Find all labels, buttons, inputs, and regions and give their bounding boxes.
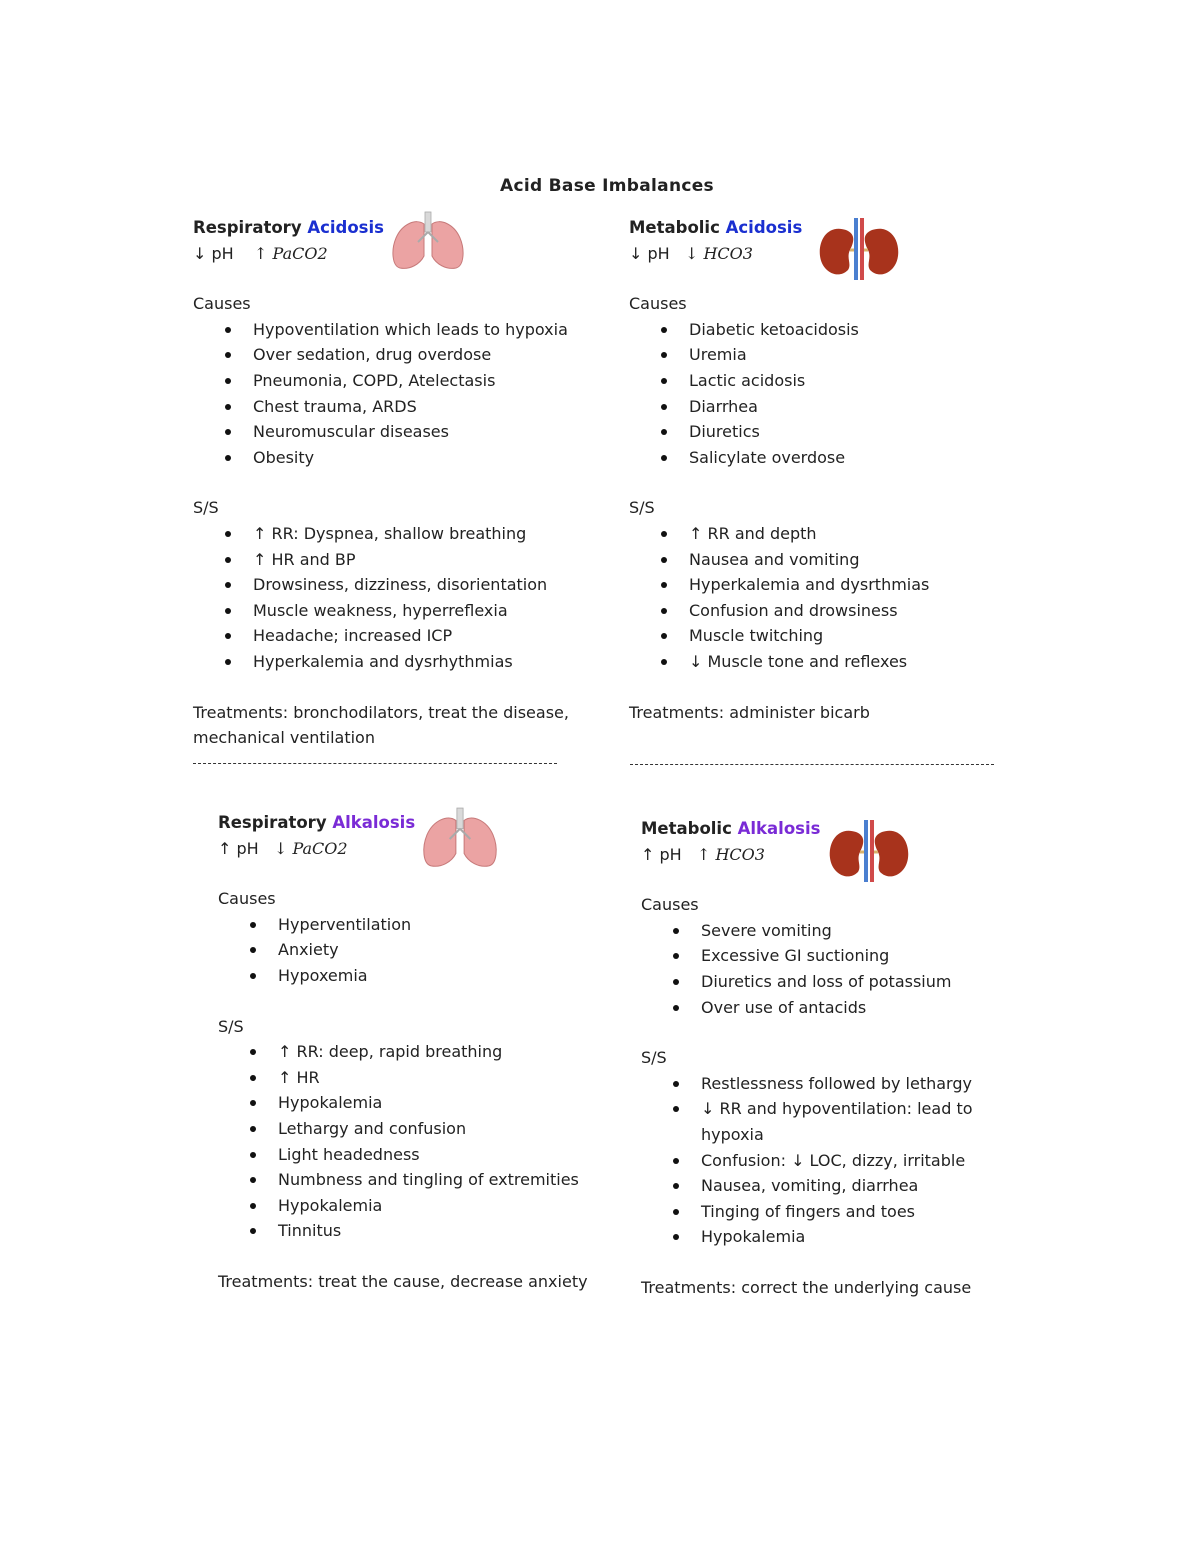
list-item: Diuretics (689, 419, 1029, 445)
causes-list (193, 317, 603, 471)
gas-value: ↓ PaCO2 (273, 838, 348, 858)
list-item: Lethargy and confusion (278, 1116, 618, 1142)
list-item: Hypokalemia (701, 1224, 1011, 1250)
ph-value: ↑ pH (218, 838, 259, 858)
list-item: ↓ Muscle tone and reflexes (689, 649, 1029, 675)
lungs-icon (388, 210, 468, 272)
list-item: Hypokalemia (278, 1193, 618, 1219)
causes-label: Causes (218, 889, 276, 909)
page-title: Acid Base Imbalances (500, 176, 714, 196)
list-item: Headache; increased ICP (253, 623, 603, 649)
gas-value: ↑ PaCO2 (254, 243, 328, 263)
gas-value: ↓ HCO3 (684, 243, 753, 263)
list-item: ↑ RR: deep, rapid breathing (278, 1039, 618, 1065)
respiratory-alkalosis-panel (218, 810, 618, 1295)
heading-prefix: Respiratory (193, 218, 302, 237)
heading-kind: Alkalosis (332, 813, 416, 832)
ss-list (629, 521, 1029, 675)
treatments-text: Treatments: bronchodilators, treat the disease, mechanical ventilation (193, 702, 569, 748)
respiratory-acidosis-panel (193, 215, 603, 751)
ss-label: S/S (629, 498, 655, 518)
ph-value: ↓ pH (629, 243, 670, 263)
ss-list (641, 1071, 1011, 1250)
causes-list (629, 317, 1029, 471)
list-item: Tinging of fingers and toes (701, 1199, 1011, 1225)
metabolic-alkalosis-panel (641, 816, 1011, 1301)
list-item: Restlessness followed by lethargy (701, 1071, 1011, 1097)
list-item: Salicylate overdose (689, 445, 1029, 471)
ss-label: S/S (641, 1048, 667, 1068)
divider-right (630, 764, 994, 765)
treatments-text: Treatments: administer bicarb (629, 702, 870, 722)
ph-value: ↓ pH (193, 243, 234, 263)
list-item: Hyperkalemia and dysrhythmias (253, 649, 603, 675)
list-item: ↓ RR and hypoventilation: lead to hypoxia (701, 1096, 1011, 1147)
treatments-text: Treatments: treat the cause, decrease anxiety (218, 1271, 588, 1291)
list-item: ↑ RR and depth (689, 521, 1029, 547)
ss-label: S/S (218, 1016, 244, 1036)
lungs-icon (418, 806, 502, 870)
list-item: Uremia (689, 342, 1029, 368)
heading-kind: Alkalosis (737, 819, 821, 838)
ph-value: ↑ pH (641, 844, 682, 864)
list-item: Diabetic ketoacidosis (689, 317, 1029, 343)
list-item: Numbness and tingling of extremities (278, 1167, 618, 1193)
list-item: Hypoxemia (278, 963, 618, 989)
divider-left (193, 763, 557, 764)
list-item: Anxiety (278, 937, 618, 963)
heading-kind: Acidosis (725, 218, 803, 237)
metabolic-acidosis-panel (629, 215, 1029, 725)
list-item: Diarrhea (689, 394, 1029, 420)
heading-kind: Acidosis (307, 218, 384, 237)
list-item: ↑ HR and BP (253, 547, 603, 573)
causes-list (641, 918, 1011, 1020)
list-item: Excessive GI suctioning (701, 943, 1011, 969)
list-item: Hyperventilation (278, 912, 618, 938)
heading-prefix: Metabolic (641, 819, 732, 838)
kidneys-icon (816, 216, 902, 282)
treatments-text: Treatments: correct the underlying cause (641, 1277, 972, 1297)
gas-value: ↑ HCO3 (696, 844, 765, 864)
list-item: Hyperkalemia and dysrthmias (689, 572, 1029, 598)
list-item: Neuromuscular diseases (253, 419, 603, 445)
ss-list (218, 1039, 618, 1244)
causes-list (218, 912, 618, 989)
list-item: Light headedness (278, 1142, 618, 1168)
list-item: Chest trauma, ARDS (253, 394, 603, 420)
ss-list (193, 521, 603, 675)
heading-prefix: Respiratory (218, 813, 327, 832)
list-item: Tinnitus (278, 1218, 618, 1244)
list-item: Confusion: ↓ LOC, dizzy, irritable (701, 1148, 1011, 1174)
causes-label: Causes (629, 294, 687, 314)
list-item: Diuretics and loss of potassium (701, 969, 1011, 995)
list-item: Over sedation, drug overdose (253, 342, 603, 368)
list-item: Severe vomiting (701, 918, 1011, 944)
list-item: Pneumonia, COPD, Atelectasis (253, 368, 603, 394)
heading-prefix: Metabolic (629, 218, 720, 237)
list-item: Drowsiness, dizziness, disorientation (253, 572, 603, 598)
causes-label: Causes (193, 294, 251, 314)
list-item: Over use of antacids (701, 995, 1011, 1021)
list-item: Lactic acidosis (689, 368, 1029, 394)
kidneys-icon (826, 818, 912, 884)
list-item: Hypokalemia (278, 1090, 618, 1116)
list-item: Hypoventilation which leads to hypoxia (253, 317, 603, 343)
list-item: ↑ RR: Dyspnea, shallow breathing (253, 521, 603, 547)
list-item: Nausea, vomiting, diarrhea (701, 1173, 1011, 1199)
causes-label: Causes (641, 895, 699, 915)
list-item: Muscle weakness, hyperreflexia (253, 598, 603, 624)
list-item: Obesity (253, 445, 603, 471)
list-item: Muscle twitching (689, 623, 1029, 649)
list-item: ↑ HR (278, 1065, 618, 1091)
ss-label: S/S (193, 498, 219, 518)
list-item: Confusion and drowsiness (689, 598, 1029, 624)
list-item: Nausea and vomiting (689, 547, 1029, 573)
